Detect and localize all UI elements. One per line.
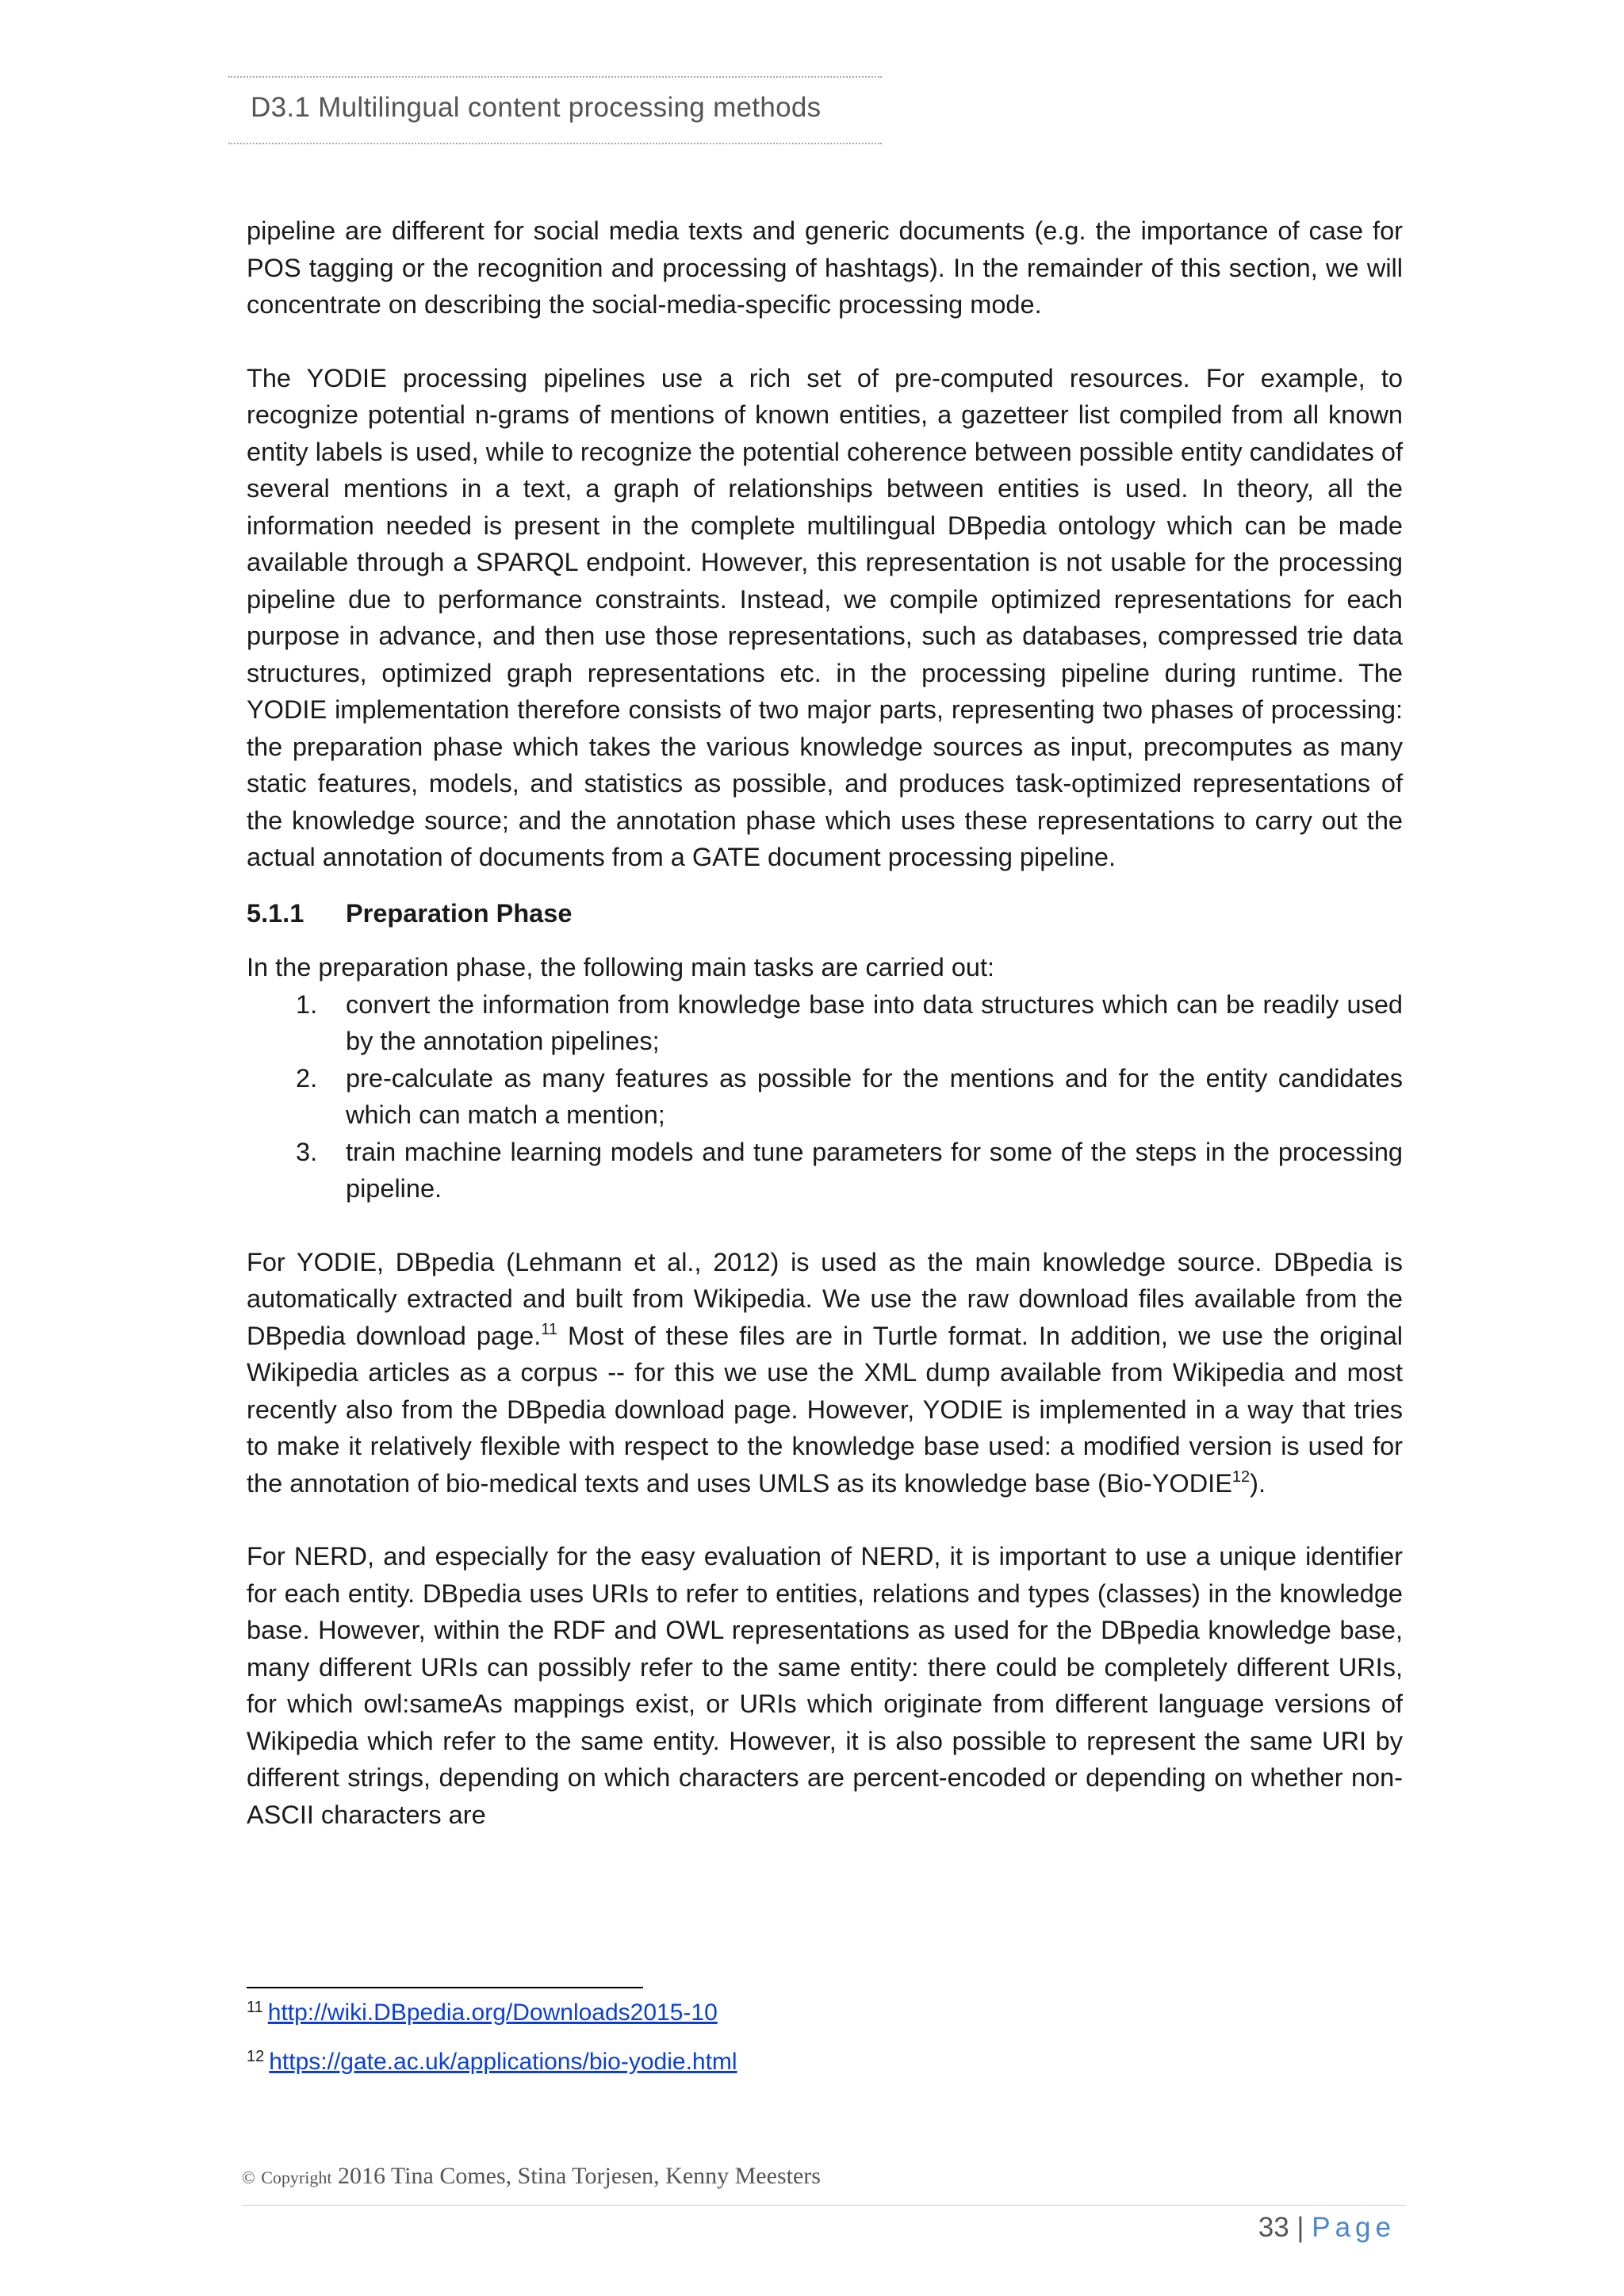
footnote-link[interactable]: http://wiki.DBpedia.org/Downloads2015-10 (267, 1999, 718, 2026)
section-heading (247, 895, 1403, 932)
footnote-number: 12 (247, 2048, 265, 2065)
footnote-11 (247, 1999, 718, 2026)
page-number-block (1258, 2212, 1396, 2244)
section-number: 5.1.1 (247, 898, 304, 928)
paragraph-pipeline-modes: pipeline are different for social media texts and generic documents (e.g. the importance of case for POS tagging or the recognition and processing of hashtags). In the remainder of this section, we will concentrate on describing the social-media-specific processing mode. (247, 216, 1403, 319)
section-title: Preparation Phase (346, 898, 573, 928)
task-list (247, 986, 1403, 1207)
footnote-number: 11 (247, 1999, 263, 2016)
page-separator: | (1297, 2212, 1304, 2243)
list-item-text: train machine learning models and tune parameters for some of the steps in the processing pipeline. (346, 1137, 1403, 1203)
footnote-divider (247, 1987, 643, 1988)
list-item (247, 1134, 1403, 1207)
footer-divider (242, 2205, 1406, 2206)
list-item-text: convert the information from knowledge base into data structures which can be readily used by the annotation pipelines; (346, 989, 1403, 1055)
list-marker: 1. (296, 989, 318, 1019)
paragraph-text: Most of these files are in Turtle format. In addition, we use the original Wikipedia articles as a corpus -- for this we use the XML dump available from Wikipedia and most recently also from the DBpedia download page. However, YODIE is implemented in a way that tries to make it relatively flexible with respect to the knowledge base used: a modified version is used for the annotation of bio-medical texts and uses UMLS as its knowledge base (Bio-YODIE (247, 1321, 1403, 1498)
list-marker: 3. (296, 1137, 318, 1166)
paragraph-yodie-resources: The YODIE processing pipelines use a rich set of pre-computed resources. For example, to recognize potential n-grams of mentions of known entities, a gazetteer list compiled from all known entity labels is used, while to recognize the potential coherence between possible entity candidates of several mentions in a text, a graph of relationships between entities is used. In theory, all the information needed is present in the complete multilingual DBpedia ontology which can be made available through a SPARQL endpoint. However, this representation is not usable for the processing pipeline due to performance constraints. Instead, we compile optimized representations for each purpose in advance, and then use those representations, such as databases, compressed trie data structures, optimized graph representations etc. in the processing pipeline during runtime. The YODIE implementation therefore consists of two major parts, representing two phases of processing: the preparation phase which takes the various knowledge sources as input, precomputes as many static features, models, and statistics as possible, and produces task-optimized representations of the knowledge source; and the annotation phase which uses these representations to carry out the actual annotation of documents from a GATE document processing pipeline. (247, 363, 1403, 871)
list-item (247, 986, 1403, 1060)
running-header (228, 76, 882, 144)
list-marker: 2. (296, 1063, 318, 1093)
footnote-ref-11[interactable]: 11 (541, 1320, 557, 1338)
paragraph-text: For YODIE, DBpedia (Lehmann et al., 2012) is used as the main knowledge source. DBpedia is automatically extracted and built from Wikipedia. We use the raw download files available from the DBpedia download page. (247, 1247, 1403, 1350)
page-number: 33 (1258, 2212, 1289, 2243)
copyright-word: Copyright (261, 2168, 332, 2187)
copyright-line (242, 2163, 821, 2190)
paragraph-dbpedia-source (247, 1244, 1403, 1502)
page-word: Page (1312, 2212, 1396, 2243)
document-title: D3.1 Multilingual content processing methods (251, 92, 822, 123)
list-intro: In the preparation phase, the following main tasks are carried out: (247, 953, 995, 982)
list-item (247, 1060, 1403, 1134)
footnote-12 (247, 2049, 737, 2076)
paragraph-nerd-identifiers: For NERD, and especially for the easy evaluation of NERD, it is important to use a unique identifier for each entity. DBpedia uses URIs to refer to entities, relations and types (classes) in the knowledge base. However, within the RDF and OWL representations as used for the DBpedia knowledge base, many different URIs can possibly refer to the same entity: there could be completely different URIs, for which owl:sameAs mappings exist, or URIs which originate from different language versions of Wikipedia which refer to the same entity. However, it is also possible to represent the same URI by different strings, depending on which characters are percent-encoded or depending on whether non-ASCII characters are (247, 1542, 1403, 1829)
paragraph-text: ). (1250, 1468, 1266, 1498)
footnote-link[interactable]: https://gate.ac.uk/applications/bio-yodie.html (269, 2049, 737, 2075)
copyright-symbol: © (242, 2168, 255, 2187)
copyright-text: 2016 Tina Comes, Stina Torjesen, Kenny Meesters (337, 2163, 821, 2189)
footnote-ref-12[interactable]: 12 (1231, 1468, 1251, 1486)
page-body (247, 212, 1403, 1833)
list-item-text: pre-calculate as many features as possible for the mentions and for the entity candidates which can match a mention; (346, 1063, 1403, 1129)
